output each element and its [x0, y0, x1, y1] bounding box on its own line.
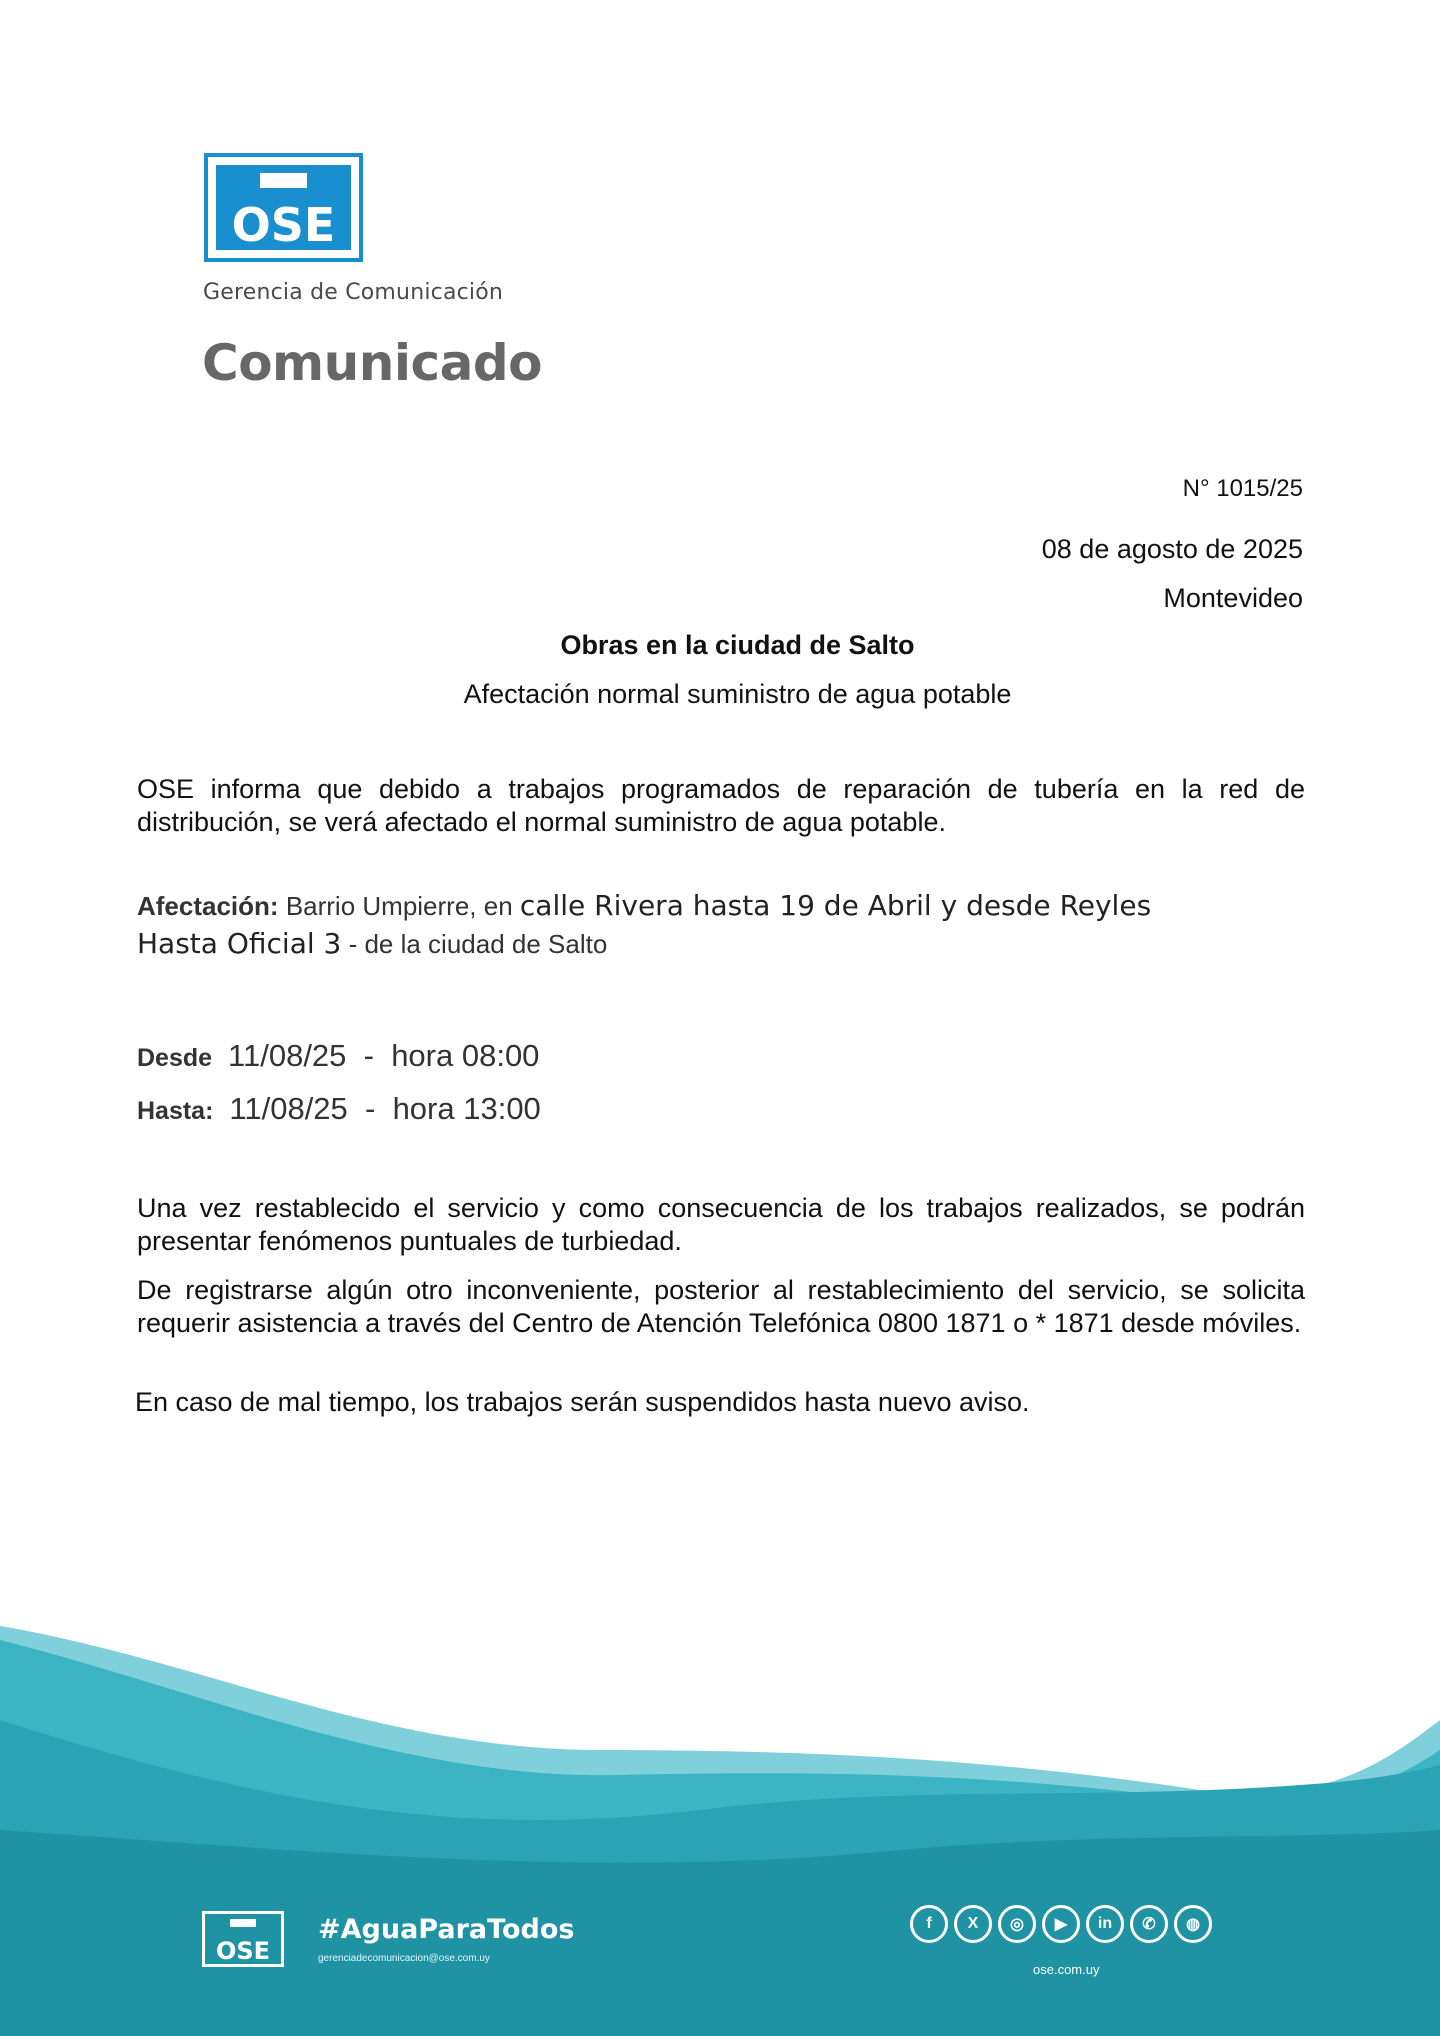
youtube-icon[interactable]: ▶ [1042, 1905, 1080, 1943]
from-row [137, 1038, 539, 1074]
turbidity-paragraph: Una vez restablecido el servicio y como consecuencia de los trabajos realizados, se podrán presentar fenómenos puntuales de turbiedad. [137, 1193, 1305, 1256]
x-icon[interactable]: X [954, 1905, 992, 1943]
contact-email[interactable]: gerenciadecomunicacion@ose.com.uy [318, 1953, 490, 1964]
from-value: 11/08/25 - hora 08:00 [228, 1038, 540, 1073]
facebook-icon[interactable]: f [910, 1905, 948, 1943]
document-city: Montevideo [1163, 583, 1303, 613]
whatsapp-icon[interactable]: ✆ [1130, 1905, 1168, 1943]
affected-area [137, 887, 1337, 963]
to-label: Hasta: [137, 1097, 214, 1125]
website-link[interactable]: ose.com.uy [1033, 1962, 1100, 1977]
department-name: Gerencia de Comunicación [203, 280, 504, 305]
document-date: 08 de agosto de 2025 [1041, 534, 1303, 564]
from-label: Desde [137, 1044, 213, 1072]
globe-icon[interactable]: ◍ [1174, 1905, 1212, 1943]
footer-logo-text: OSE [215, 1937, 271, 1965]
document-title: Obras en la ciudad de Salto [560, 630, 915, 660]
footer-wave [0, 1600, 1440, 2036]
hashtag: #AguaParaTodos [318, 1914, 575, 1945]
weather-paragraph: En caso de mal tiempo, los trabajos serán suspendidos hasta nuevo aviso. [135, 1387, 1030, 1417]
affected-barrio: Barrio Umpierre, en [285, 891, 513, 921]
document-subtitle: Afectación normal suministro de agua potable [463, 679, 1012, 709]
affected-streets: calle Rivera hasta 19 de Abril y desde Reyles [519, 889, 1152, 922]
footer-ose-logo [202, 1911, 284, 1967]
intro-paragraph: OSE informa que debido a trabajos programados de reparación de tubería en la red de distribución, se verá afectado el normal suministro de agua potable. [137, 774, 1305, 837]
social-icons [910, 1905, 1212, 1943]
document-kind: Comunicado [202, 334, 542, 392]
ose-logo [204, 153, 363, 262]
to-value: 11/08/25 - hora 13:00 [229, 1091, 541, 1126]
affected-label: Afectación: [137, 891, 279, 921]
logo-text: OSE [231, 198, 336, 252]
affected-streets-2: Hasta Oficial 3 [137, 927, 342, 960]
instagram-icon[interactable]: ◎ [998, 1905, 1036, 1943]
to-row [137, 1091, 541, 1127]
assistance-paragraph: De registrarse algún otro inconveniente, posterior al restablecimiento del servicio, se solicita requerir asistencia a través del Centro de Atención Telefónica 0800 1871 o * 1871 desde móviles. [137, 1275, 1305, 1338]
linkedin-icon[interactable]: in [1086, 1905, 1124, 1943]
affected-city: - de la ciudad de Salto [341, 929, 608, 959]
communique-number: N° 1015/25 [1182, 475, 1303, 502]
